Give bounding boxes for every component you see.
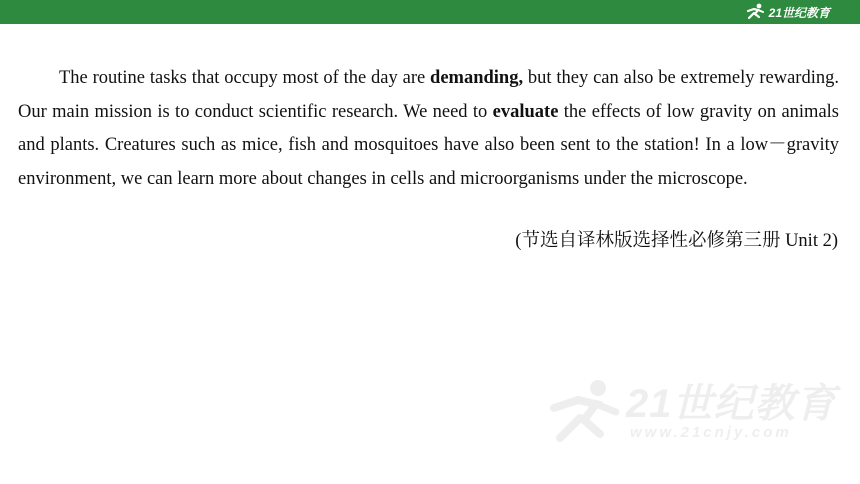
passage-text-2: but they can also be extremely rewarding. Our main mission is to conduct scientific research. We need to bbox=[18, 68, 839, 122]
runner-logo-icon bbox=[744, 3, 766, 21]
logo-text: 21世纪教育 bbox=[768, 5, 830, 20]
bold-word-evaluate: evaluate bbox=[492, 101, 559, 122]
passage-paragraph bbox=[18, 62, 839, 196]
passage-text-1: The routine tasks that occupy most of the day are bbox=[59, 68, 431, 88]
header-bar bbox=[0, 0, 860, 24]
watermark-runner-icon bbox=[540, 378, 630, 448]
site-logo bbox=[744, 2, 830, 22]
bold-word-demanding: demanding, bbox=[430, 68, 524, 88]
source-citation: (节选自译林版选择性必修第三册 Unit 2) bbox=[515, 231, 838, 251]
watermark bbox=[540, 372, 840, 452]
watermark-text: 21世纪教育 bbox=[626, 382, 837, 426]
passage-text-3: the effects of low gravity on animals and plants. Creatures such as mice, fish and mosquitoes have also been sent to the station! In a low－gravity environment, we can learn more about changes in cells and microorganisms under the microscope. bbox=[18, 101, 839, 189]
watermark-url: www.21cnjy.com bbox=[630, 424, 792, 441]
